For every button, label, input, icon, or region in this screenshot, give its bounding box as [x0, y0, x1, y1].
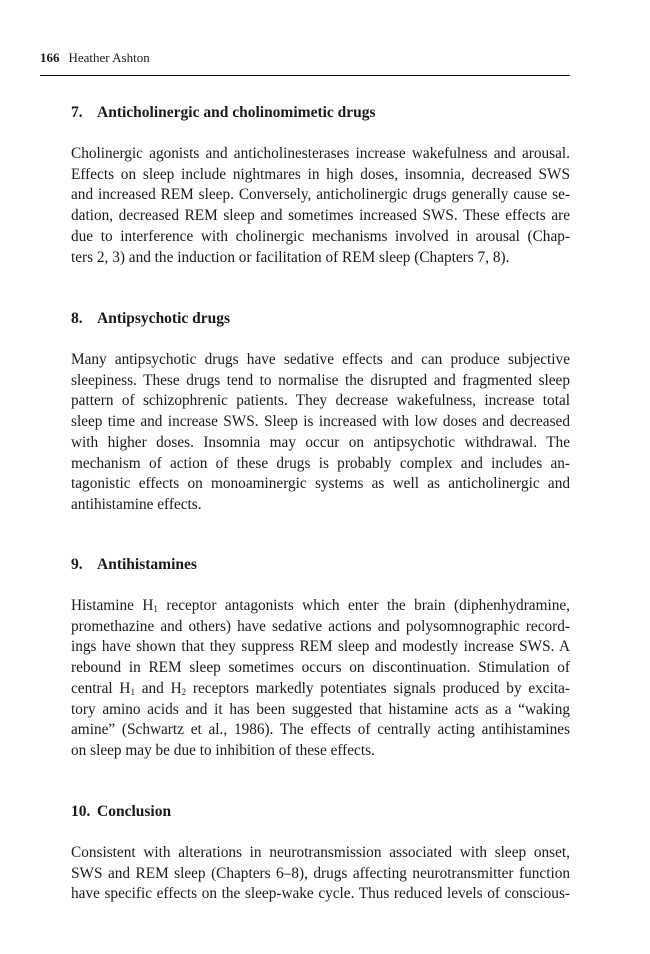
paragraph-line: pattern of schizophrenic patients. They decrease wakefulness, increase total — [71, 392, 570, 410]
section-number: 8. — [71, 310, 83, 327]
section-title: Conclusion — [97, 803, 172, 820]
section-7 — [71, 103, 570, 268]
section-title: Antihistamines — [97, 556, 197, 573]
header-rule — [40, 75, 570, 76]
paragraph-line: dation, decreased REM sleep and sometimes increased SWS. These effects are — [71, 207, 570, 225]
paragraph-line: Many antipsychotic drugs have sedative effects and can produce subjective — [71, 351, 570, 368]
paragraph-line: have specific effects on the sleep-wake cycle. Thus reduced levels of conscious- — [71, 885, 570, 903]
section-paragraph — [71, 350, 570, 516]
paragraph-line: amine” (Schwartz et al., 1986). The effects of centrally acting antihistamines — [71, 721, 570, 739]
section-number: 7. — [71, 104, 83, 121]
paragraph-line: ters 2, 3) and the induction or facilitation of REM sleep (Chapters 7, 8). — [71, 248, 510, 266]
paragraph-line: tagonistic effects on monoaminergic systems as well as anticholinergic and — [71, 475, 570, 493]
paragraph-line: rebound in REM sleep sometimes occurs on discontinuation. Stimulation of — [71, 659, 570, 677]
section-paragraph — [71, 144, 570, 268]
section-title: Antipsychotic drugs — [97, 310, 231, 327]
running-head — [40, 50, 150, 66]
paragraph-line: sleep time and increase SWS. Sleep is increased with low doses and decreased — [71, 413, 570, 431]
section-heading — [71, 309, 570, 329]
paragraph-line: Histamine $H_1$ receptor antagonists which enter the brain (diphenhydramine, — [71, 597, 570, 614]
section-number: 10. — [71, 803, 91, 820]
paragraph-line: and increased REM sleep. Conversely, anticholinergic drugs generally cause se- — [71, 186, 570, 204]
paragraph-line: sleepiness. These drugs tend to normalise the disrupted and fragmented sleep — [71, 371, 570, 389]
paragraph-line: Effects on sleep include nightmares in high doses, insomnia, decreased SWS — [71, 165, 570, 183]
section-number: 9. — [71, 556, 83, 573]
section-10 — [71, 802, 570, 905]
section-9 — [71, 555, 570, 762]
paragraph-line: on sleep may be due to inhibition of these effects. — [71, 741, 375, 759]
paragraph-line: antihistamine effects. — [71, 495, 202, 513]
paragraph-line: with higher doses. Insomnia may occur on antipsychotic withdrawal. The — [71, 433, 570, 451]
section-paragraph — [71, 596, 570, 762]
paragraph-line: promethazine and others) have sedative actions and polysomnographic record- — [71, 617, 570, 635]
paragraph-line: due to interference with cholinergic mechanisms involved in arousal (Chap- — [71, 227, 570, 245]
page-number: 166 — [40, 50, 60, 65]
section-heading — [71, 103, 570, 123]
paragraph-line: Consistent with alterations in neurotransmission associated with sleep onset, — [71, 844, 570, 861]
paragraph-line: Cholinergic agonists and anticholinesterases increase wakefulness and arousal. — [71, 145, 570, 162]
paragraph-line: ings have shown that they suppress REM sleep and modestly increase SWS. A — [71, 638, 570, 656]
paragraph-line: central $H_1$ and $H_2$ receptors markedly potentiates signals produced by excita- — [71, 679, 570, 697]
running-head-author: Heather Ashton — [68, 50, 150, 65]
paragraph-line: SWS and REM sleep (Chapters 6–8), drugs affecting neurotransmitter function — [71, 864, 570, 882]
section-paragraph — [71, 843, 570, 905]
section-heading — [71, 555, 570, 575]
paragraph-line: mechanism of action of these drugs is probably complex and includes an- — [71, 454, 570, 472]
section-title: Anticholinergic and cholinomimetic drugs — [97, 104, 376, 121]
section-heading — [71, 802, 570, 822]
section-8 — [71, 309, 570, 516]
paragraph-line: tory amino acids and it has been suggested that histamine acts as a “waking — [71, 700, 570, 718]
